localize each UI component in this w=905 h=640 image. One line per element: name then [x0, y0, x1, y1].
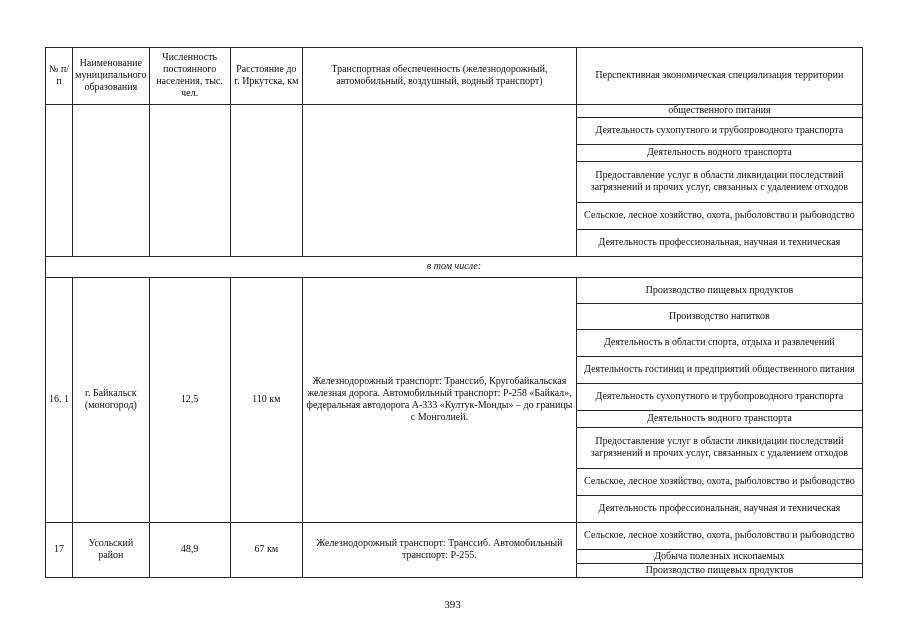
header-population: Численность постоянного населения, тыс. чел.	[149, 48, 230, 105]
table-row	[46, 105, 863, 118]
header-distance: Расстояние до г. Иркутска, км	[230, 48, 303, 105]
municipality-name: Усольский район	[72, 523, 149, 578]
population-value: 12,5	[149, 278, 230, 523]
spec-cell: Деятельность водного транспорта	[576, 145, 862, 162]
table-row	[46, 523, 863, 550]
note-row	[46, 257, 863, 278]
spec-cell: Деятельность сухопутного и трубопроводного транспорта	[576, 118, 862, 145]
territory-table	[45, 47, 863, 578]
page-number: 393	[444, 599, 461, 611]
spec-cell: Предоставление услуг в области ликвидации последствий загрязнений и прочих услуг, связанных с удалением отходов	[576, 428, 862, 469]
distance-value: 67 км	[230, 523, 303, 578]
table-row	[46, 278, 863, 304]
table-header-row	[46, 48, 863, 105]
cell-empty	[230, 105, 303, 257]
header-municipality: Наименование муниципального образования	[72, 48, 149, 105]
spec-cell: Деятельность сухопутного и трубопроводного транспорта	[576, 384, 862, 411]
spec-cell: Сельское, лесное хозяйство, охота, рыболовство и рыбоводство	[576, 469, 862, 496]
spec-cell: Производство пищевых продуктов	[576, 564, 862, 578]
spec-cell: общественного питания	[576, 105, 862, 118]
transport-text: Железнодорожный транспорт: Транссиб, Кругобайкальская железная дорога. Автомобильный транспорт: Р-258 «Байкал», федеральная автодорога А-333 «Култук-Монды» – до границы с Монголией.	[303, 278, 577, 523]
spec-cell: Деятельность профессиональная, научная и техническая	[576, 496, 862, 523]
header-number: № п/п	[46, 48, 73, 105]
spec-cell: Сельское, лесное хозяйство, охота, рыболовство и рыбоводство	[576, 523, 862, 550]
cell-empty	[149, 105, 230, 257]
spec-cell: Деятельность профессиональная, научная и техническая	[576, 230, 862, 257]
header-specialization: Перспективная экономическая специализация территории	[576, 48, 862, 105]
spec-cell: Производство напитков	[576, 304, 862, 330]
row-number: 17	[46, 523, 73, 578]
distance-value: 110 км	[230, 278, 303, 523]
spec-cell: Сельское, лесное хозяйство, охота, рыболовство и рыбоводство	[576, 203, 862, 230]
header-transport: Транспортная обеспеченность (железнодорожный, автомобильный, воздушный, водный транспорт)	[303, 48, 577, 105]
cell-empty	[303, 105, 577, 257]
spec-cell: Деятельность гостиниц и предприятий общественного питания	[576, 357, 862, 384]
population-value: 48,9	[149, 523, 230, 578]
cell-empty	[72, 105, 149, 257]
transport-text: Железнодорожный транспорт: Транссиб. Автомобильный транспорт: Р-255.	[303, 523, 577, 578]
spec-cell: Добыча полезных ископаемых	[576, 550, 862, 564]
note-text: в том числе:	[46, 257, 863, 278]
spec-cell: Деятельность водного транспорта	[576, 411, 862, 428]
spec-cell: Предоставление услуг в области ликвидации последствий загрязнений и прочих услуг, связанных с удалением отходов	[576, 162, 862, 203]
municipality-name: г. Байкальск (моногород)	[72, 278, 149, 523]
cell-empty	[46, 105, 73, 257]
spec-cell: Производство пищевых продуктов	[576, 278, 862, 304]
row-number: 16. 1	[46, 278, 73, 523]
spec-cell: Деятельность в области спорта, отдыха и развлечений	[576, 330, 862, 357]
